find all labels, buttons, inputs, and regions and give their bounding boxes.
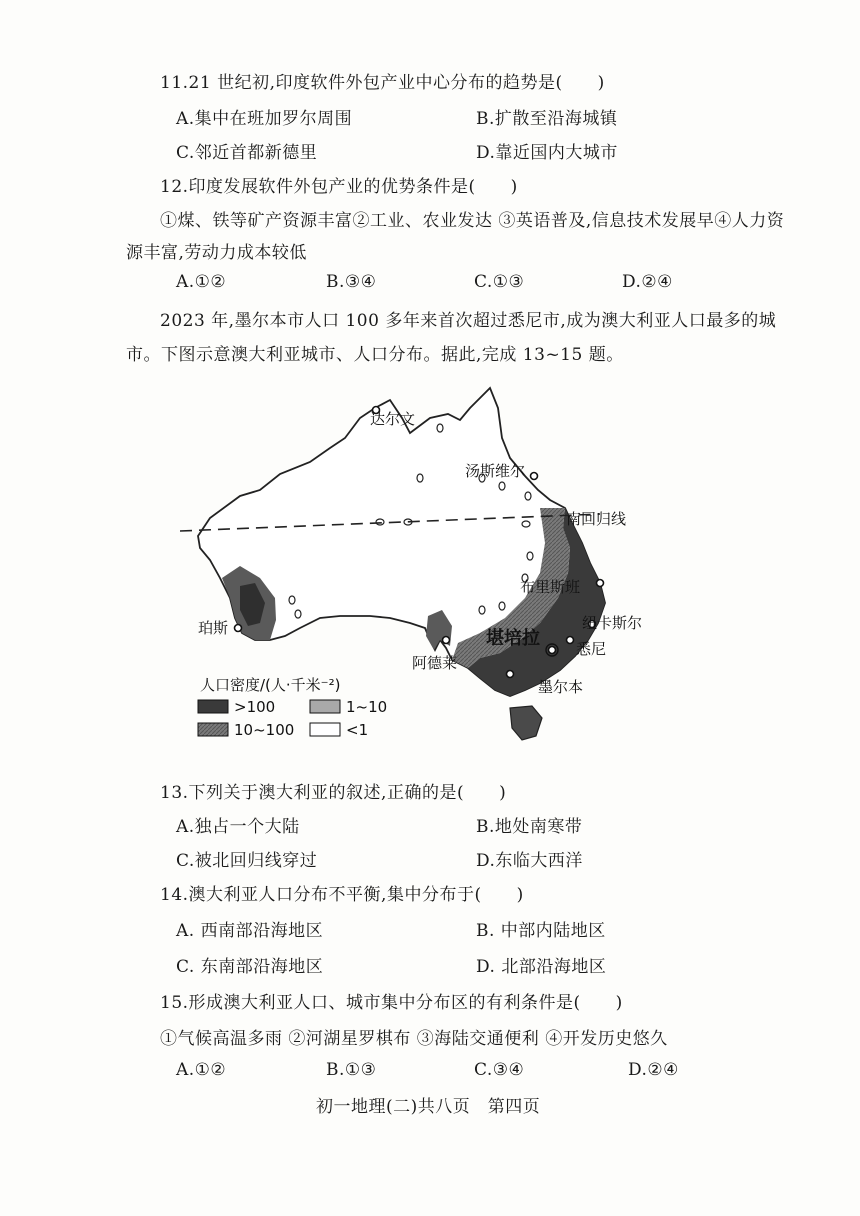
canberra-marker [549, 647, 556, 654]
intro-line2: 市。下图示意澳大利亚城市、人口分布。据此,完成 13~15 题。 [126, 345, 624, 365]
label-tropic: 南回归线 [566, 510, 627, 528]
legend-title: 人口密度/(人·千米⁻²) [200, 676, 341, 694]
melbourne-marker [507, 671, 514, 678]
label-brisbane: 布里斯班 [520, 578, 581, 596]
legend-1-10: 1~10 [346, 698, 388, 716]
q12-stem: 12.印度发展软件外包产业的优势条件是( ) [160, 177, 518, 197]
label-newcastle: 纽卡斯尔 [582, 614, 643, 632]
q13-option-c: C.被北回归线穿过 [176, 851, 318, 871]
legend-gt100: >100 [234, 698, 276, 716]
tasmania [510, 706, 542, 740]
q15-option-b: B.①③ [326, 1060, 377, 1080]
label-perth: 珀斯 [198, 619, 229, 637]
q14-option-d: D. 北部沿海地区 [476, 957, 607, 977]
legend-swatch-10-100 [198, 723, 228, 736]
q14-option-b: B. 中部内陆地区 [476, 921, 606, 941]
q12-option-d: D.②④ [622, 272, 673, 292]
legend-swatch-gt100 [198, 700, 228, 713]
legend-10-100: 10~100 [234, 721, 295, 739]
adelaide-marker [443, 637, 450, 644]
q13-option-d: D.东临大西洋 [476, 851, 583, 871]
sydney-marker [567, 637, 574, 644]
q15-option-c: C.③④ [474, 1060, 525, 1080]
legend-swatch-lt1 [310, 723, 340, 736]
label-darwin: 达尔文 [370, 410, 416, 428]
q13-option-a: A.独占一个大陆 [176, 817, 300, 837]
legend-swatch-1-10 [310, 700, 340, 713]
perth-marker [235, 625, 242, 632]
q12-choices-line1: ①煤、铁等矿产资源丰富②工业、农业发达 ③英语普及,信息技术发展早④人力资 [160, 211, 785, 231]
label-melbourne: 墨尔本 [538, 678, 584, 696]
q11-option-a: A.集中在班加罗尔周围 [176, 109, 353, 129]
q15-choices: ①气候高温多雨 ②河湖星罗棋布 ③海陆交通便利 ④开发历史悠久 [160, 1029, 668, 1049]
q12-choices-line2: 源丰富,劳动力成本较低 [126, 243, 307, 263]
q15-option-d: D.②④ [628, 1060, 679, 1080]
map-legend [198, 676, 387, 739]
label-canberra: 堪培拉 [486, 628, 540, 649]
q13-option-b: B.地处南寒带 [476, 817, 583, 837]
q11-option-b: B.扩散至沿海城镇 [476, 109, 618, 129]
label-townsville: 汤斯维尔 [465, 462, 526, 480]
q13-stem: 13.下列关于澳大利亚的叙述,正确的是( ) [160, 783, 507, 803]
legend-lt1: <1 [346, 721, 369, 739]
q11-option-c: C.邻近首都新德里 [176, 143, 318, 163]
intro-line1: 2023 年,墨尔本市人口 100 多年来首次超过悉尼市,成为澳大利亚人口最多的城 [160, 311, 777, 331]
page-footer: 初一地理(二)共八页 第四页 [316, 1097, 541, 1117]
q14-option-a: A. 西南部沿海地区 [176, 921, 324, 941]
label-adelaide: 阿德莱 [412, 654, 458, 672]
q15-stem: 15.形成澳大利亚人口、城市集中分布区的有利条件是( ) [160, 993, 623, 1013]
q12-option-c: C.①③ [474, 272, 525, 292]
q11-option-d: D.靠近国内大城市 [476, 143, 618, 163]
q14-option-c: C. 东南部沿海地区 [176, 957, 324, 977]
q12-option-a: A.①② [176, 272, 227, 292]
label-sydney: 悉尼 [576, 640, 607, 658]
brisbane-marker [597, 580, 604, 587]
q11-stem: 11.21 世纪初,印度软件外包产业中心分布的趋势是( ) [160, 73, 605, 93]
australia-population-map [180, 378, 650, 758]
q15-option-a: A.①② [176, 1060, 227, 1080]
townsville-marker [531, 473, 538, 480]
q12-option-b: B.③④ [326, 272, 377, 292]
q14-stem: 14.澳大利亚人口分布不平衡,集中分布于( ) [160, 885, 524, 905]
